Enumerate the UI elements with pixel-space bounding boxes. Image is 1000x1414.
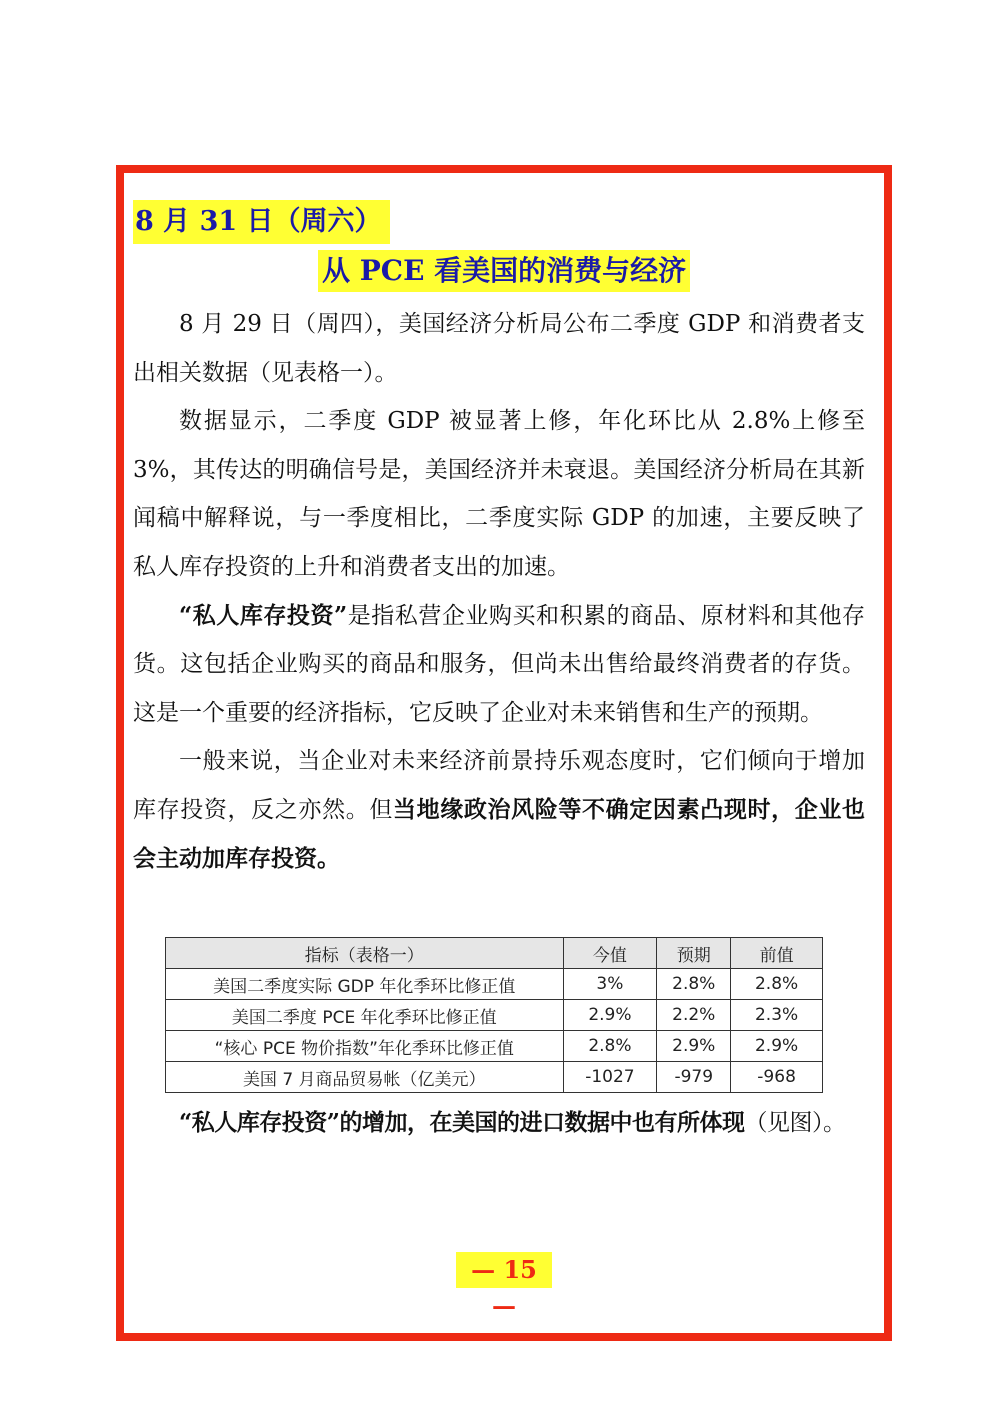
paragraph-3 bbox=[133, 592, 865, 738]
cell-previous: 2.3% bbox=[731, 1000, 823, 1031]
cell-indicator: “核心 PCE 物价指数”年化季环比修正值 bbox=[166, 1031, 564, 1062]
paragraph-2: 数据显示，二季度 GDP 被显著上修，年化环比从 2.8%上修至 3%，其传达的明确信号是，美国经济并未衰退。美国经济分析局在其新闻稿中解释说，与一季度相比，二季度实际 GDP 的加速，主要反映了私人库存投资的上升和消费者支出的加速。 bbox=[133, 408, 865, 580]
closing-text: （见图）。 bbox=[744, 1110, 846, 1136]
term-highlight: “私人库存投资” bbox=[179, 601, 348, 629]
header-indicator: 指标（表格一） bbox=[166, 938, 564, 969]
header-expected: 预期 bbox=[657, 938, 731, 969]
article-title: 从 PCE 看美国的消费与经济 bbox=[318, 250, 690, 292]
cell-previous: 2.9% bbox=[731, 1031, 823, 1062]
paragraph-1: 8 月 29 日（周四），美国经济分析局公布二季度 GDP 和消费者支出相关数据（见表格一）。 bbox=[133, 311, 865, 386]
table-row bbox=[166, 1000, 823, 1031]
table-row bbox=[166, 1031, 823, 1062]
table-row bbox=[166, 1062, 823, 1093]
header-current: 今值 bbox=[563, 938, 657, 969]
header-previous: 前值 bbox=[731, 938, 823, 969]
paragraph-4-emphasis: 当地缘政治风险等不确定因素凸现时，企业也会主动加库存投资。 bbox=[133, 795, 866, 872]
cell-indicator: 美国二季度 PCE 年化季环比修正值 bbox=[166, 1000, 564, 1031]
cell-current: 3% bbox=[563, 969, 657, 1000]
table-row bbox=[166, 969, 823, 1000]
cell-indicator: 美国二季度实际 GDP 年化季环比修正值 bbox=[166, 969, 564, 1000]
paragraph-3-text: 是指私营企业购买和积累的商品、原材料和其他存货。这包括企业购买的商品和服务，但尚未出售给最终消费者的存货。这是一个重要的经济指标，它反映了企业对未来销售和生产的预期。 bbox=[133, 602, 866, 726]
cell-expected: 2.9% bbox=[657, 1031, 731, 1062]
cell-current: 2.9% bbox=[563, 1000, 657, 1031]
cell-current: -1027 bbox=[563, 1062, 657, 1093]
date-label: 8 月 31 日（周六） bbox=[133, 200, 390, 244]
cell-expected: 2.8% bbox=[657, 969, 731, 1000]
closing-emphasis: “私人库存投资”的增加，在美国的进口数据中也有所体现 bbox=[179, 1109, 745, 1136]
cell-expected: 2.2% bbox=[657, 1000, 731, 1031]
cell-indicator: 美国 7 月商品贸易帐（亿美元） bbox=[166, 1062, 564, 1093]
indicator-table bbox=[165, 937, 823, 1093]
closing-paragraph bbox=[133, 1100, 865, 1146]
paragraph-4-text: 一般来说，当企业对未来经济前景持乐观态度时，它们倾向于增加库存投资，反之亦然。但 bbox=[133, 748, 865, 823]
cell-previous: -968 bbox=[731, 1062, 823, 1093]
cell-expected: -979 bbox=[657, 1062, 731, 1093]
paragraph-4 bbox=[133, 737, 865, 883]
cell-current: 2.8% bbox=[563, 1031, 657, 1062]
page-number: — 15 — bbox=[456, 1252, 552, 1288]
table-header-row bbox=[166, 938, 823, 969]
cell-previous: 2.8% bbox=[731, 969, 823, 1000]
article-body bbox=[133, 300, 865, 883]
